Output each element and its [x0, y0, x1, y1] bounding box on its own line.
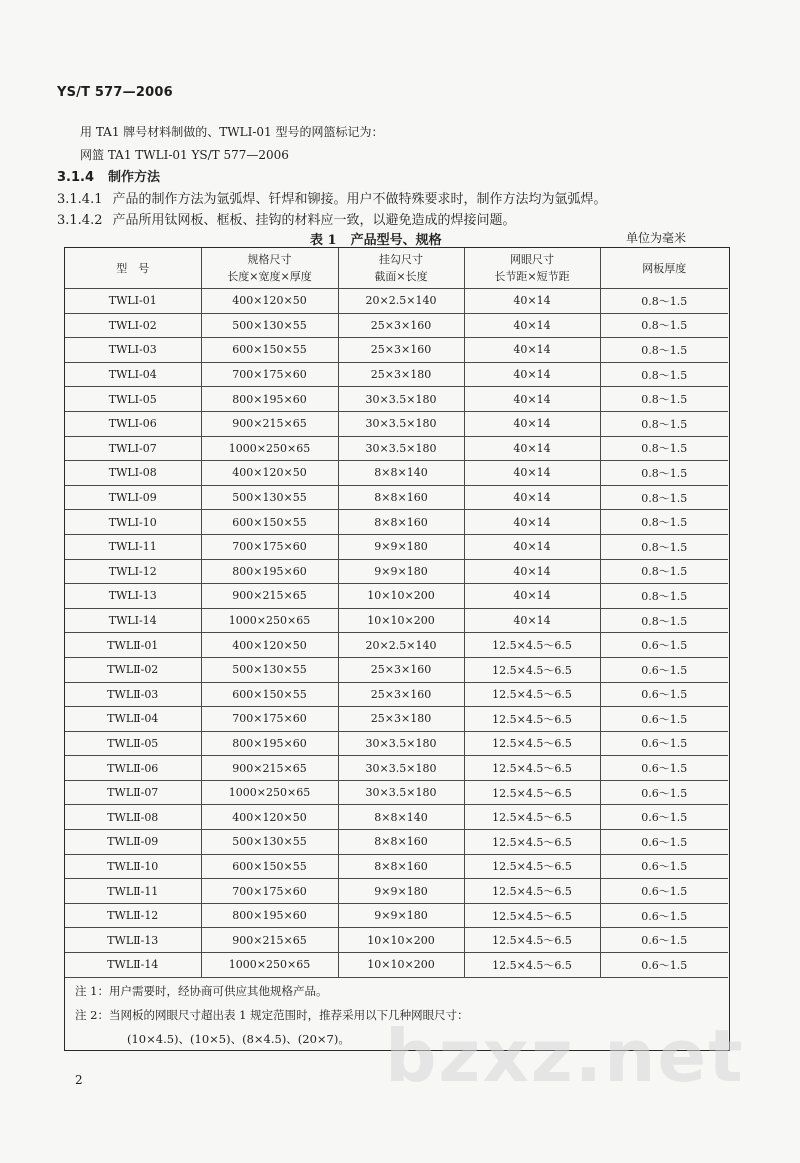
table-row [65, 657, 728, 682]
cell-hook: 8×8×160 [338, 854, 464, 879]
cell-model: TWLⅡ-11 [65, 879, 201, 904]
table-row [65, 608, 728, 633]
cell-hook: 8×8×140 [338, 461, 464, 486]
cell-spec: 1000×250×65 [201, 436, 338, 461]
cell-mesh: 12.5×4.5～6.5 [464, 731, 600, 756]
cell-model: TWLⅠ-12 [65, 559, 201, 584]
cell-spec: 500×130×55 [201, 830, 338, 855]
table-row [65, 756, 728, 781]
cell-spec: 900×215×65 [201, 411, 338, 436]
cell-thickness: 0.8～1.5 [600, 510, 728, 535]
page-number: 2 [75, 1073, 83, 1087]
cell-hook: 25×3×180 [338, 707, 464, 732]
cell-hook: 10×10×200 [338, 584, 464, 609]
cell-model: TWLⅠ-04 [65, 362, 201, 387]
cell-spec: 600×150×55 [201, 854, 338, 879]
table-row [65, 953, 728, 978]
table-row [65, 436, 728, 461]
product-table [65, 248, 728, 978]
cell-mesh: 40×14 [464, 510, 600, 535]
cell-mesh: 40×14 [464, 362, 600, 387]
cell-mesh: 40×14 [464, 584, 600, 609]
table-row [65, 854, 728, 879]
cell-spec: 700×175×60 [201, 362, 338, 387]
cell-spec: 500×130×55 [201, 485, 338, 510]
cell-spec: 1000×250×65 [201, 608, 338, 633]
cell-model: TWLⅠ-03 [65, 338, 201, 363]
table-unit: 单位为毫米 [626, 231, 687, 245]
cell-hook: 25×3×180 [338, 362, 464, 387]
cell-model: TWLⅠ-01 [65, 289, 201, 314]
header-thickness: 网板厚度 [600, 248, 728, 289]
table-row [65, 510, 728, 535]
table-row [65, 780, 728, 805]
cell-hook: 20×2.5×140 [338, 633, 464, 658]
cell-spec: 700×175×60 [201, 707, 338, 732]
header-model: 型 号 [65, 248, 201, 289]
cell-model: TWLⅡ-09 [65, 830, 201, 855]
cell-model: TWLⅠ-07 [65, 436, 201, 461]
header-hook-line1: 挂勾尺寸 [379, 253, 423, 266]
cell-model: TWLⅠ-06 [65, 411, 201, 436]
cell-hook: 25×3×160 [338, 338, 464, 363]
cell-thickness: 0.8～1.5 [600, 584, 728, 609]
clause-number: 3.1.4.2 [57, 213, 103, 228]
clause-3-1-4-2 [57, 209, 516, 228]
header-mesh [464, 248, 600, 289]
table-row [65, 461, 728, 486]
clause-text: 产品所用钛网板、框板、挂钩的材料应一致，以避免造成的焊接问题。 [112, 213, 516, 228]
cell-thickness: 0.8～1.5 [600, 338, 728, 363]
table-body [65, 289, 728, 978]
note-1: 注 1：用户需要时，经协商可供应其他规格产品。 [75, 984, 328, 998]
cell-hook: 25×3×160 [338, 313, 464, 338]
cell-mesh: 12.5×4.5～6.5 [464, 953, 600, 978]
cell-hook: 30×3.5×180 [338, 780, 464, 805]
cell-spec: 1000×250×65 [201, 953, 338, 978]
cell-mesh: 40×14 [464, 608, 600, 633]
marking-example: 网篮 TA1 TWLI-01 YS/T 577—2006 [80, 148, 289, 162]
note-2-continued: (10×4.5)、(10×5)、(8×4.5)、(20×7)。 [127, 1032, 350, 1046]
standard-number: YS/T 577—2006 [57, 85, 173, 100]
cell-model: TWLⅡ-12 [65, 903, 201, 928]
cell-spec: 900×215×65 [201, 584, 338, 609]
cell-hook: 8×8×140 [338, 805, 464, 830]
cell-model: TWLⅠ-14 [65, 608, 201, 633]
cell-thickness: 0.8～1.5 [600, 436, 728, 461]
cell-thickness: 0.6～1.5 [600, 633, 728, 658]
cell-thickness: 0.6～1.5 [600, 682, 728, 707]
table-caption-label: 表 1 [310, 233, 337, 248]
cell-mesh: 40×14 [464, 387, 600, 412]
clause-number: 3.1.4.1 [57, 192, 103, 207]
cell-mesh: 12.5×4.5～6.5 [464, 830, 600, 855]
cell-mesh: 12.5×4.5～6.5 [464, 756, 600, 781]
table-row [65, 362, 728, 387]
cell-spec: 1000×250×65 [201, 780, 338, 805]
section-heading [57, 166, 160, 185]
table-row [65, 879, 728, 904]
table-header-row [65, 248, 728, 289]
table-row [65, 682, 728, 707]
header-hook-line2: 截面×长度 [374, 270, 428, 283]
cell-model: TWLⅡ-13 [65, 928, 201, 953]
cell-mesh: 12.5×4.5～6.5 [464, 903, 600, 928]
cell-hook: 25×3×160 [338, 682, 464, 707]
product-table-frame [64, 247, 730, 1051]
table-row [65, 928, 728, 953]
cell-model: TWLⅠ-11 [65, 534, 201, 559]
cell-thickness: 0.6～1.5 [600, 707, 728, 732]
cell-mesh: 40×14 [464, 411, 600, 436]
table-caption-title: 产品型号、规格 [350, 233, 442, 248]
cell-mesh: 12.5×4.5～6.5 [464, 805, 600, 830]
table-row [65, 289, 728, 314]
cell-mesh: 12.5×4.5～6.5 [464, 657, 600, 682]
header-spec-line2: 长度×宽度×厚度 [227, 270, 312, 283]
cell-thickness: 0.6～1.5 [600, 756, 728, 781]
table-row [65, 903, 728, 928]
cell-spec: 500×130×55 [201, 657, 338, 682]
cell-hook: 8×8×160 [338, 830, 464, 855]
cell-spec: 400×120×50 [201, 805, 338, 830]
cell-mesh: 12.5×4.5～6.5 [464, 633, 600, 658]
cell-spec: 400×120×50 [201, 289, 338, 314]
table-row [65, 805, 728, 830]
cell-thickness: 0.8～1.5 [600, 559, 728, 584]
table-row [65, 313, 728, 338]
cell-model: TWLⅡ-01 [65, 633, 201, 658]
cell-spec: 700×175×60 [201, 534, 338, 559]
cell-spec: 600×150×55 [201, 682, 338, 707]
cell-thickness: 0.8～1.5 [600, 485, 728, 510]
cell-thickness: 0.8～1.5 [600, 411, 728, 436]
note-2: 注 2：当网板的网眼尺寸超出表 1 规定范围时，推荐采用以下几种网眼尺寸： [75, 1008, 469, 1022]
cell-model: TWLⅠ-09 [65, 485, 201, 510]
cell-model: TWLⅡ-06 [65, 756, 201, 781]
cell-model: TWLⅡ-02 [65, 657, 201, 682]
cell-mesh: 40×14 [464, 338, 600, 363]
table-row [65, 559, 728, 584]
cell-thickness: 0.8～1.5 [600, 461, 728, 486]
table-row [65, 485, 728, 510]
cell-thickness: 0.8～1.5 [600, 387, 728, 412]
cell-model: TWLⅠ-05 [65, 387, 201, 412]
cell-spec: 800×195×60 [201, 559, 338, 584]
cell-model: TWLⅠ-13 [65, 584, 201, 609]
cell-thickness: 0.6～1.5 [600, 903, 728, 928]
cell-spec: 500×130×55 [201, 313, 338, 338]
header-mesh-line1: 网眼尺寸 [510, 253, 554, 266]
cell-model: TWLⅠ-08 [65, 461, 201, 486]
cell-spec: 800×195×60 [201, 903, 338, 928]
cell-thickness: 0.6～1.5 [600, 657, 728, 682]
cell-mesh: 40×14 [464, 534, 600, 559]
cell-hook: 30×3.5×180 [338, 436, 464, 461]
cell-thickness: 0.6～1.5 [600, 830, 728, 855]
header-spec-line1: 规格尺寸 [247, 253, 292, 266]
cell-mesh: 12.5×4.5～6.5 [464, 780, 600, 805]
cell-spec: 600×150×55 [201, 338, 338, 363]
cell-model: TWLⅡ-08 [65, 805, 201, 830]
cell-mesh: 40×14 [464, 436, 600, 461]
cell-hook: 30×3.5×180 [338, 731, 464, 756]
cell-thickness: 0.6～1.5 [600, 928, 728, 953]
table-row [65, 707, 728, 732]
table-row [65, 830, 728, 855]
cell-thickness: 0.8～1.5 [600, 289, 728, 314]
cell-hook: 8×8×160 [338, 485, 464, 510]
cell-model: TWLⅡ-14 [65, 953, 201, 978]
cell-hook: 20×2.5×140 [338, 289, 464, 314]
cell-hook: 30×3.5×180 [338, 411, 464, 436]
watermark: bzxz.net [385, 1014, 745, 1098]
cell-spec: 400×120×50 [201, 633, 338, 658]
clause-text: 产品的制作方法为氩弧焊、钎焊和铆接。用户不做特殊要求时，制作方法均为氩弧焊。 [112, 192, 607, 207]
cell-hook: 10×10×200 [338, 608, 464, 633]
cell-thickness: 0.6～1.5 [600, 854, 728, 879]
cell-thickness: 0.8～1.5 [600, 608, 728, 633]
header-hook [338, 248, 464, 289]
cell-mesh: 40×14 [464, 313, 600, 338]
cell-model: TWLⅡ-04 [65, 707, 201, 732]
cell-spec: 800×195×60 [201, 731, 338, 756]
section-title: 制作方法 [108, 170, 161, 185]
table-row [65, 534, 728, 559]
cell-thickness: 0.6～1.5 [600, 731, 728, 756]
section-number: 3.1.4 [57, 170, 95, 185]
cell-hook: 10×10×200 [338, 928, 464, 953]
cell-thickness: 0.6～1.5 [600, 780, 728, 805]
cell-mesh: 12.5×4.5～6.5 [464, 928, 600, 953]
cell-hook: 9×9×180 [338, 534, 464, 559]
cell-thickness: 0.6～1.5 [600, 879, 728, 904]
cell-hook: 9×9×180 [338, 879, 464, 904]
cell-spec: 400×120×50 [201, 461, 338, 486]
cell-hook: 10×10×200 [338, 953, 464, 978]
cell-model: TWLⅠ-10 [65, 510, 201, 535]
cell-hook: 9×9×180 [338, 559, 464, 584]
cell-spec: 600×150×55 [201, 510, 338, 535]
cell-mesh: 12.5×4.5～6.5 [464, 879, 600, 904]
cell-hook: 25×3×160 [338, 657, 464, 682]
cell-spec: 900×215×65 [201, 928, 338, 953]
table-row [65, 633, 728, 658]
marking-intro: 用 TA1 牌号材料制做的、TWLI-01 型号的网篮标记为： [80, 125, 384, 139]
cell-hook: 8×8×160 [338, 510, 464, 535]
cell-thickness: 0.8～1.5 [600, 313, 728, 338]
cell-thickness: 0.6～1.5 [600, 953, 728, 978]
table-caption [310, 229, 442, 248]
cell-spec: 800×195×60 [201, 387, 338, 412]
cell-mesh: 12.5×4.5～6.5 [464, 682, 600, 707]
cell-mesh: 12.5×4.5～6.5 [464, 854, 600, 879]
header-spec [201, 248, 338, 289]
table-row [65, 731, 728, 756]
table-row [65, 584, 728, 609]
cell-mesh: 40×14 [464, 485, 600, 510]
clause-3-1-4-1 [57, 188, 607, 207]
cell-mesh: 40×14 [464, 461, 600, 486]
cell-model: TWLⅡ-05 [65, 731, 201, 756]
cell-mesh: 40×14 [464, 559, 600, 584]
table-row [65, 411, 728, 436]
cell-hook: 9×9×180 [338, 903, 464, 928]
cell-thickness: 0.8～1.5 [600, 362, 728, 387]
table-row [65, 338, 728, 363]
header-mesh-line2: 长节距×短节距 [494, 270, 570, 283]
cell-thickness: 0.6～1.5 [600, 805, 728, 830]
cell-thickness: 0.8～1.5 [600, 534, 728, 559]
cell-model: TWLⅡ-10 [65, 854, 201, 879]
cell-hook: 30×3.5×180 [338, 387, 464, 412]
cell-hook: 30×3.5×180 [338, 756, 464, 781]
cell-model: TWLⅡ-07 [65, 780, 201, 805]
cell-mesh: 12.5×4.5～6.5 [464, 707, 600, 732]
cell-mesh: 40×14 [464, 289, 600, 314]
cell-model: TWLⅡ-03 [65, 682, 201, 707]
cell-spec: 700×175×60 [201, 879, 338, 904]
table-row [65, 387, 728, 412]
cell-spec: 900×215×65 [201, 756, 338, 781]
cell-model: TWLⅠ-02 [65, 313, 201, 338]
